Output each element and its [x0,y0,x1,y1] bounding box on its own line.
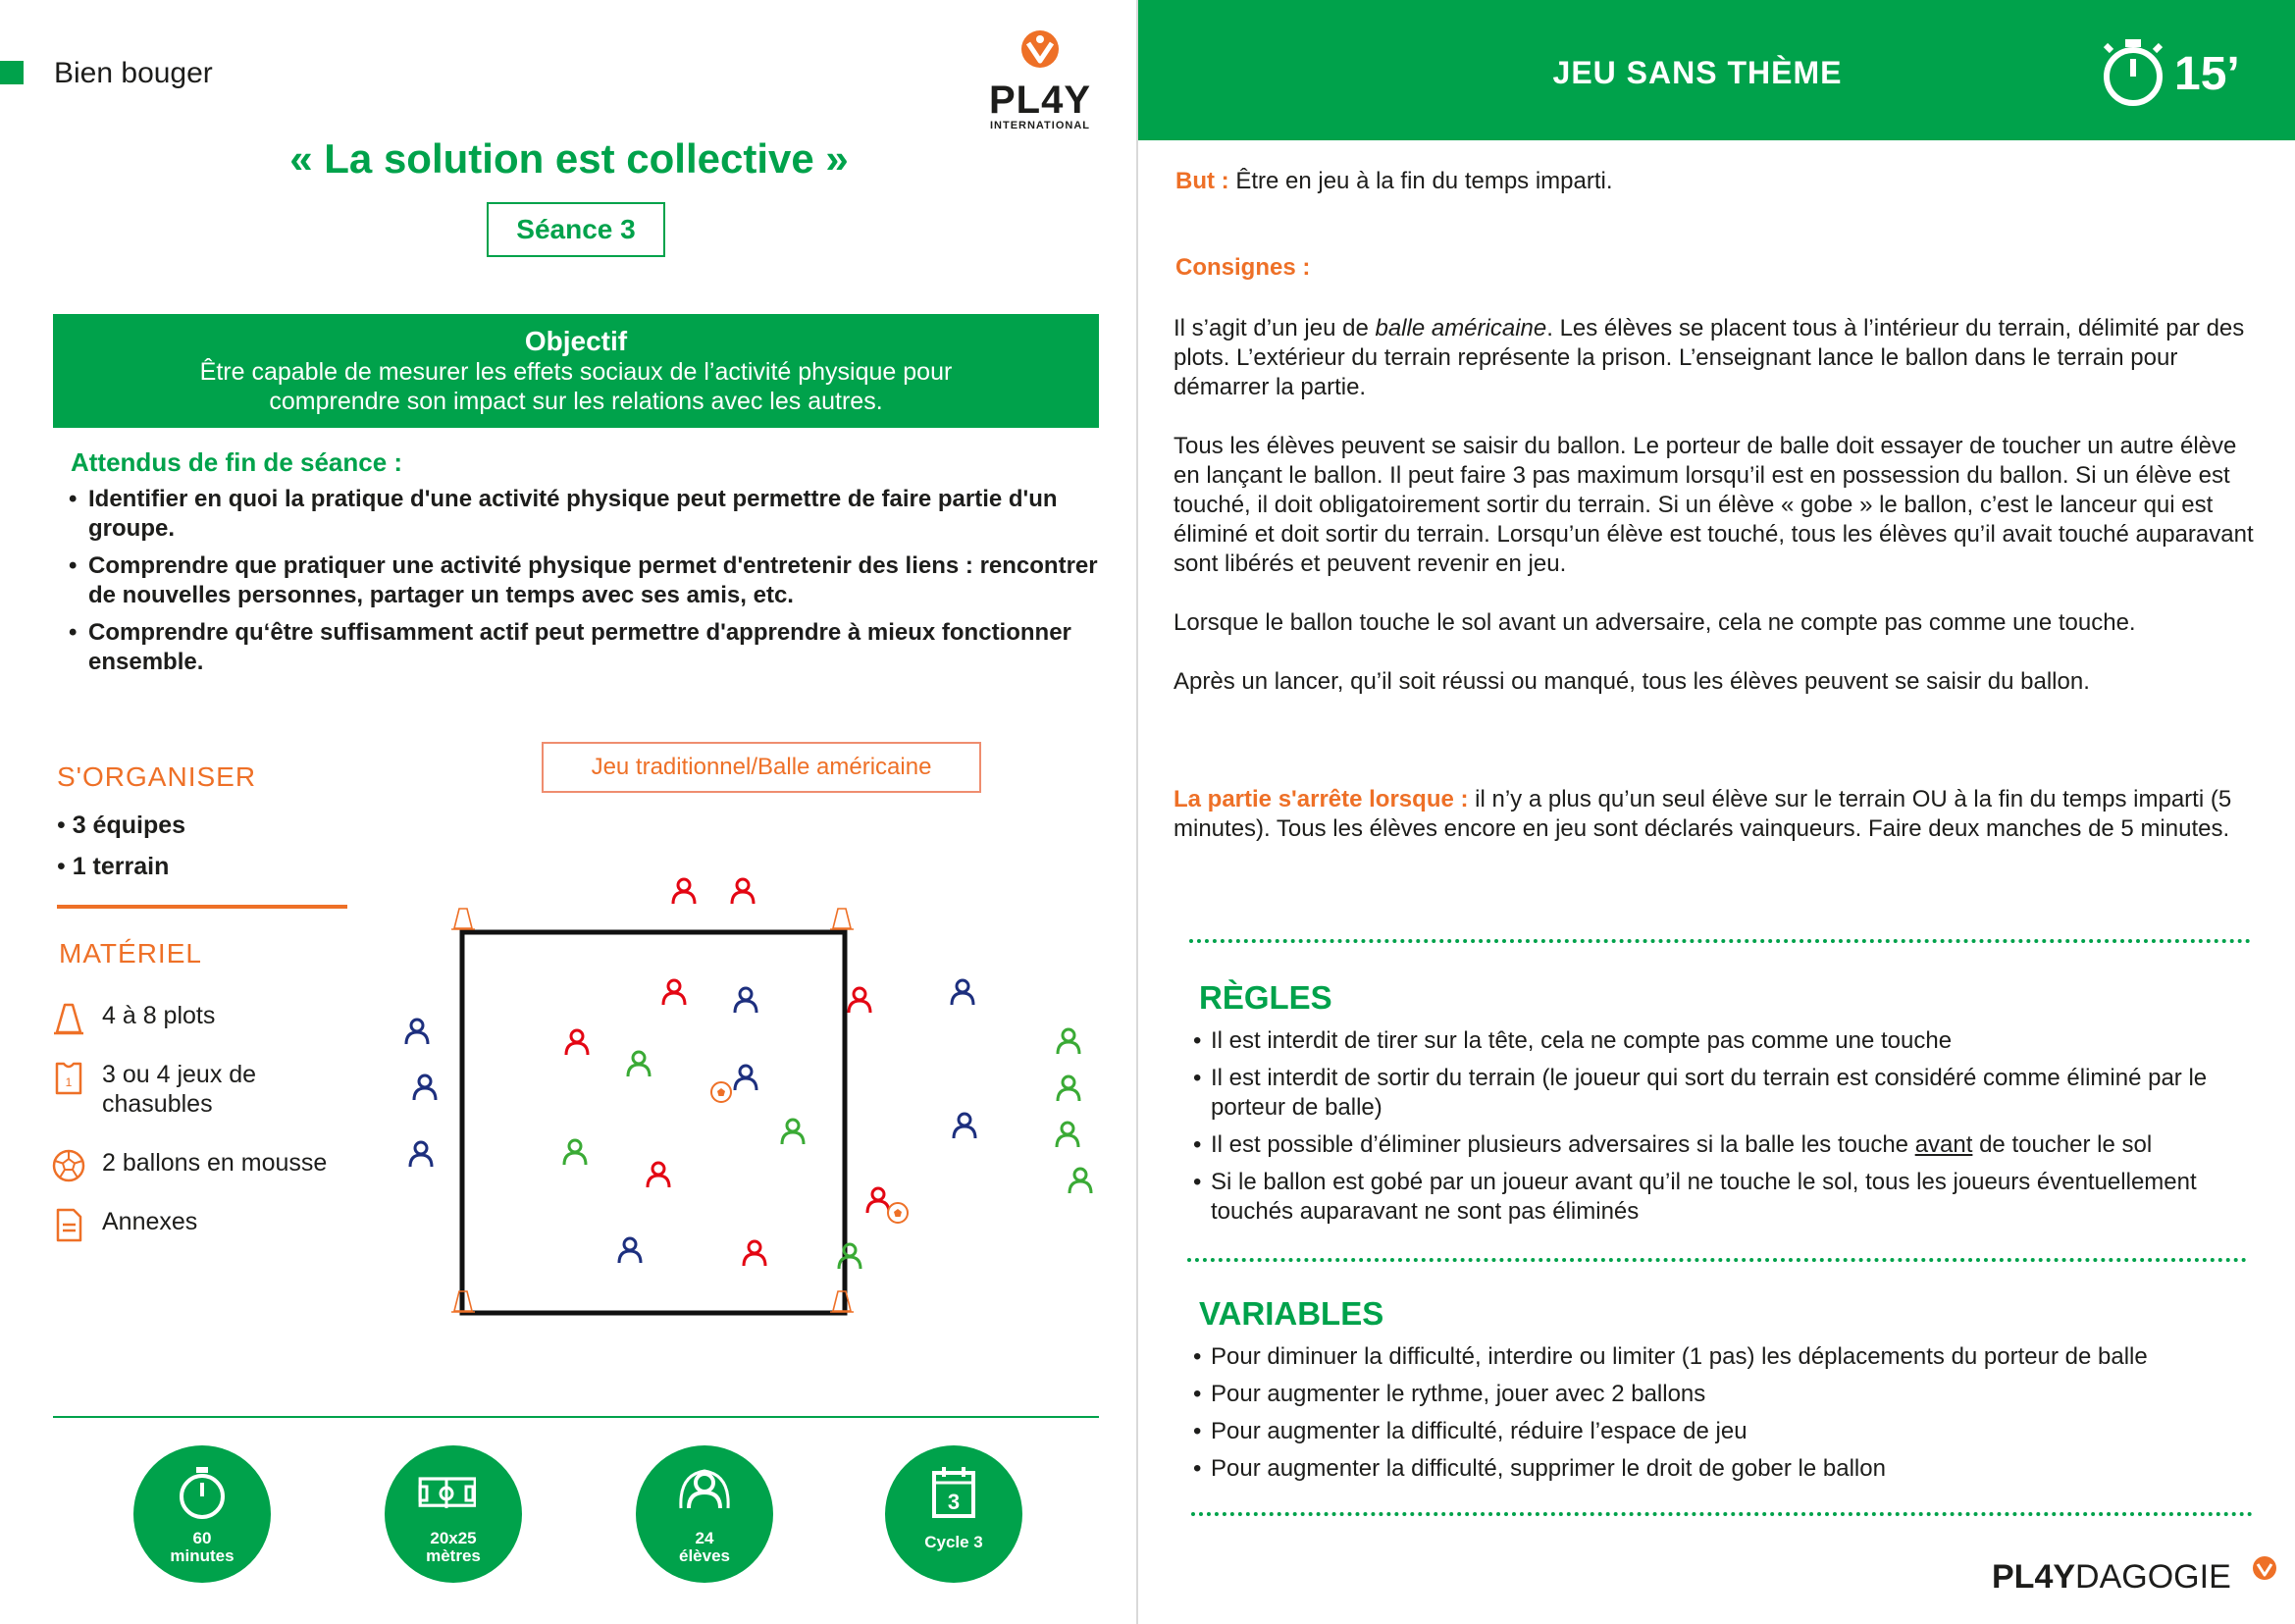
cycle-badge [885,1445,1022,1583]
right-page [1138,0,2295,1624]
stopwatch-icon [173,1463,232,1522]
field-icon [417,1463,476,1522]
duration-value: 15’ [2174,48,2240,100]
objective-title: Objectif [524,326,628,356]
ball-icon [51,1148,86,1183]
attendus-item: • Identifier en quoi la pratique d'une activité physique peut permettre de faire partie d'un groupe. [69,485,1119,544]
document-icon [51,1207,86,1242]
ball-marker [711,1082,731,1102]
consignes-paragraph: Lorsque le ballon touche le sol avant un adversaire, cela ne compte pas comme une touche. [1174,609,2136,636]
blue-player [952,980,973,1005]
red-player [867,1188,889,1213]
red-player [673,879,695,904]
variables-title: VARIABLES [1199,1295,1384,1332]
play-logo-icon [2251,1555,2278,1585]
arret-label: La partie s'arrête lorsque : [1174,786,1469,812]
green-player [1069,1169,1091,1193]
regle-item: • Il est possible d’éliminer plusieurs adversaires si la balle les touche avant de toucher le sol [1193,1130,2253,1160]
field-size-badge [385,1445,522,1583]
regle-item: • Il est interdit de sortir du terrain (le joueur qui sort du terrain est considéré comme éliminé par le porteur de balle) [1193,1064,2253,1123]
but-text: Être en jeu à la fin du temps imparti. [1235,168,1613,194]
red-player [744,1241,765,1266]
regle-item: • Si le ballon est gobé par un joueur avant qu’il ne touche le sol, tous les joueurs éventuellement touchés auparavant ne sont pas éliminés [1193,1168,2253,1227]
logo-text: PL4Y [988,79,1092,122]
materiel-label: 4 à 8 plots [102,1002,216,1029]
variable-item: • Pour augmenter le rythme, jouer avec 2 ballons [1193,1380,2253,1409]
objective-box [53,314,1099,428]
blue-player [410,1142,432,1167]
dotted-divider [1187,1258,2247,1262]
calendar-icon [924,1463,983,1522]
organiser-title: S'ORGANISER [57,761,257,792]
field-diagram [392,864,1138,1335]
organiser-item: • 1 terrain [57,846,185,887]
ball-marker [888,1203,908,1223]
materiel-item-ballons [51,1148,345,1183]
students-badge [636,1445,773,1583]
badge-label: 60 minutes [170,1529,235,1565]
organiser-list [57,805,185,887]
materiel-item-plots [51,1001,345,1036]
cone-marker [830,1291,854,1312]
blue-player [414,1075,436,1100]
organiser-divider [57,905,347,909]
green-player [564,1140,586,1165]
cone-icon [51,1001,86,1036]
consignes-paragraph: Tous les élèves peuvent se saisir du ballon. Le porteur de balle doit essayer de toucher un autre élève en lançant le ballon. Il peut faire 3 pas maximum lorsqu’il est en possession du ballon. Si un élève est touché, il doit obligatoirement sortir du terrain. Si un élève « gobe » le ballon, c’est le lanceur qui est éliminé et doit sortir du terrain. Lorsqu’un élève est touché, tous les élèves qu’il avait touché auparavant sont libérés et peuvent revenir en jeu. [1174,433,2254,577]
consignes-paragraph: Il s’agit d’un jeu de balle américaine. Les élèves se placent tous à l’intérieur du terrain, délimité par des plots. L’extérieur du terrain représente la prison. L’enseignant lance le ballon dans le terrain pour démarrer la partie. [1174,315,2245,400]
dotted-divider [1191,1512,2253,1516]
variable-item: • Pour diminuer la difficulté, interdire ou limiter (1 pas) les déplacements du porteur de balle [1193,1342,2253,1372]
left-page [0,0,1138,1624]
variable-item: • Pour augmenter la difficulté, réduire l’espace de jeu [1193,1417,2253,1446]
red-player [732,879,754,904]
blue-player [735,988,756,1013]
badge-label: 20x25 mètres [426,1529,481,1565]
arret-paragraph: La partie s'arrête lorsque : il n’y a plus qu’un seul élève sur le terrain OU à la fin du temps imparti (5 minutes). Tous les élèves encore en jeu sont déclarés vainqueurs. Faire deux manches de 5 minutes. [1174,786,2232,842]
but-line [1175,167,2255,196]
red-player [663,980,685,1005]
red-player [566,1030,588,1055]
materiel-title: MATÉRIEL [59,938,202,969]
materiel-item-annexes [51,1207,345,1242]
playdagogie-logo: PL4YDAGOGIE [1992,1558,2231,1596]
game-type-tag: Jeu traditionnel/Balle américaine [542,742,981,793]
duration-badge [133,1445,271,1583]
green-player [628,1052,650,1076]
attendus-item: • Comprendre qu‘être suffisamment actif peut permettre d'apprendre à mieux fonctionner ensemble. [69,618,1119,677]
regles-list [1193,1026,2253,1234]
red-player [849,988,870,1013]
variable-item: • Pour augmenter la difficulté, supprimer le droit de gober le ballon [1193,1454,2253,1484]
svg-text:1: 1 [65,1075,73,1089]
calendar-number: 3 [947,1490,961,1514]
materiel-label: Annexes [102,1208,198,1235]
students-icon [675,1463,734,1522]
blue-player [406,1020,428,1044]
blue-player [735,1066,756,1090]
organiser-item: • 3 équipes [57,805,185,846]
but-label: But : [1175,168,1229,194]
play-international-logo [981,29,1099,131]
attendus-title: Attendus de fin de séance : [71,447,403,477]
header-title: JEU SANS THÈME [1552,55,1843,90]
game-name: balle américaine [1375,315,1547,341]
green-player [1057,1123,1078,1147]
materiel-item-chasubles [51,1060,345,1119]
play-logo-icon [1018,29,1062,80]
materiel-label: 3 ou 4 jeux de chasubles [102,1061,257,1118]
dotted-divider [1189,939,2251,943]
regle-item: • Il est interdit de tirer sur la tête, cela ne compte pas comme une touche [1193,1026,2253,1056]
bottom-divider [53,1416,1099,1418]
red-player [648,1163,669,1187]
consignes-label: Consignes : [1175,254,1311,281]
logo-subtitle: INTERNATIONAL [989,120,1090,131]
objective-text: Être capable de mesurer les effets sociaux de l’activité physique pour comprendre son impact sur les relations avec les autres. [199,358,953,415]
blue-player [954,1114,975,1138]
section-marker [0,61,24,84]
page-title: « La solution est collective » [289,135,849,182]
materiel-label: 2 ballons en mousse [102,1149,328,1177]
cone-marker [451,909,475,929]
green-player [1058,1029,1079,1054]
bib-icon [51,1060,86,1095]
green-player [839,1244,861,1269]
green-player [782,1120,804,1144]
variables-list [1193,1342,2253,1492]
timer-icon [2100,35,2166,110]
green-player [1058,1076,1079,1101]
attendus-item: • Comprendre que pratiquer une activité physique permet d'entretenir des liens : rencontrer de nouvelles personnes, partager un temps avec ses amis, etc. [69,551,1119,610]
attendus-list [69,485,1119,685]
badge-label: 24 élèves [679,1529,730,1565]
regles-title: RÈGLES [1199,979,1332,1016]
badge-label: Cycle 3 [924,1533,983,1551]
blue-player [619,1238,641,1263]
section-name: Bien bouger [54,57,213,89]
seance-label: Séance 3 [487,202,665,257]
consignes-paragraph: Après un lancer, qu’il soit réussi ou manqué, tous les élèves peuvent se saisir du ballon. [1174,668,2090,695]
cone-marker [830,909,854,929]
